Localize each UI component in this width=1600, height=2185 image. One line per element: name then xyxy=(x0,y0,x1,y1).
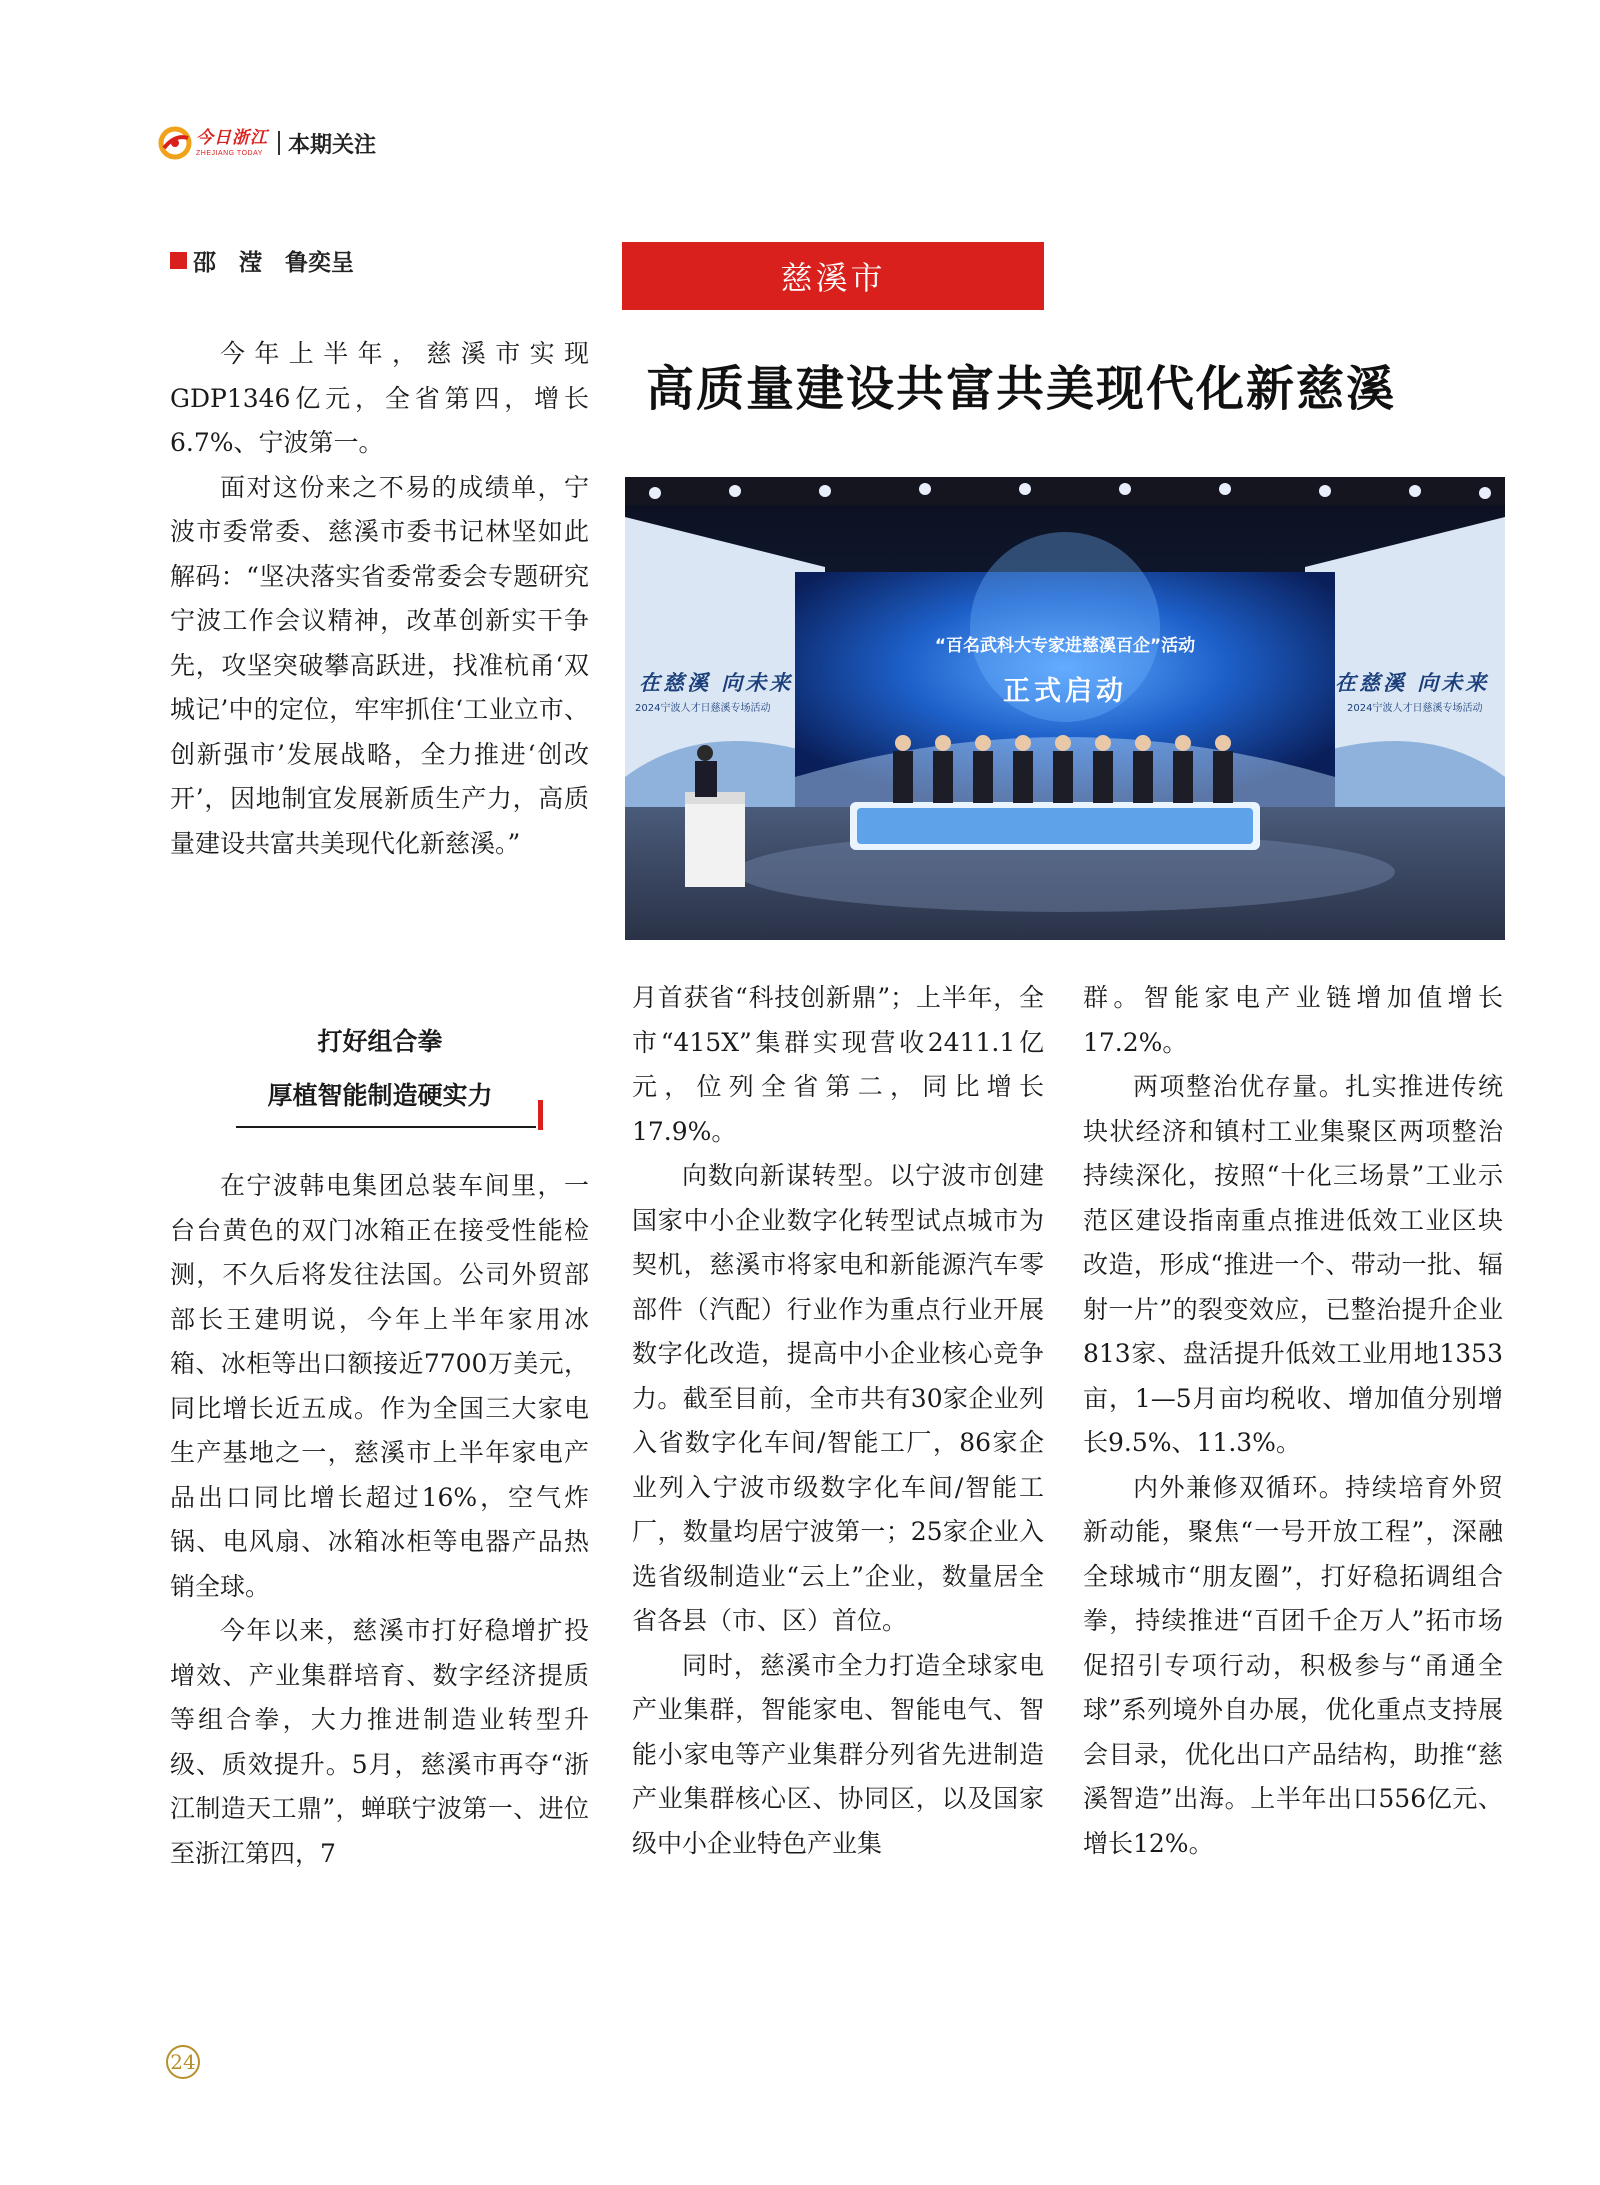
header-divider xyxy=(278,131,280,155)
subhead-underline xyxy=(236,1126,536,1128)
paragraph: 面对这份来之不易的成绩单，宁波市委常委、慈溪市委书记林坚如此解码：“坚决落实省委常委会专题研究宁波工作会议精神，改革创新实干争先，攻坚突破攀高跃进，找准杭甬‘双城记’中的定位，牢牢抓住‘工业立市、创新强市’发展战略，全力推进‘创改开’，因地制宜发展新质生产力，高质量建设共富共美现代化新慈溪。” xyxy=(170,472,589,858)
paragraph: 在宁波韩电集团总装车间里，一台台黄色的双门冰箱正在接受性能检测，不久后将发往法国。公司外贸部部长王建明说，今年上半年家用冰箱、冰柜等出口额接近7700万美元，同比增长近五成。作为全国三大家电生产基地之一，慈溪市上半年家电产品出口同比增长超过16%，空气炸锅、电风扇、冰箱冰柜等电器产品热销全球。 xyxy=(170,1171,589,1601)
left-wall-title: 在慈溪 向未来 xyxy=(639,670,794,695)
column-2 xyxy=(632,976,1044,1866)
paragraph: 两项整治优存量。扎实推进传统块状经济和镇村工业集聚区两项整治持续深化，按照“十化三场景”工业示范区建设指南重点推进低效工业区块改造，形成“推进一个、带动一批、辐射一片”的裂变效应，已整治提升企业813家、盘活提升低效工业用地1353亩，1—5月亩均税收、增加值分别增长9.5%、11.3%。 xyxy=(1083,1072,1503,1457)
paragraph: 群。智能家电产业链增加值增长17.2%。 xyxy=(1083,983,1503,1057)
paragraph: 同时，慈溪市全力打造全球家电产业集群，智能家电、智能电气、智能小家电等产业集群分列省先进制造产业集群核心区、协同区，以及国家级中小企业特色产业集 xyxy=(632,1650,1044,1858)
logo-cn: 今日浙江 xyxy=(196,127,268,148)
column-1-intro xyxy=(170,332,589,866)
paragraph: 月首获省“科技创新鼎”；上半年，全市“415X”集群实现营收2411.1亿元，位列全省第二，同比增长17.9%。 xyxy=(632,983,1044,1146)
logo-en: ZHEJIANG TODAY xyxy=(196,149,263,157)
author-byline xyxy=(170,244,354,277)
section-subhead xyxy=(230,1014,560,1132)
paragraph: 向数向新谋转型。以宁波市创建国家中小企业数字化转型试点城市为契机，慈溪市将家电和新能源汽车零部件（汽配）行业作为重点行业开展数字化改造，提高中小企业核心竞争力。截至目前，全市共有30家企业列入省数字化车间/智能工厂，86家企业列入宁波市级数字化车间/智能工厂，数量均居宁波第一；25家企业入选省级制造业“云上”企业，数量居全省各县（市、区）首位。 xyxy=(632,1161,1044,1635)
screen-subtitle: 正式启动 xyxy=(1003,676,1127,707)
subhead-line-2: 厚植智能制造硬实力 xyxy=(267,1081,493,1110)
paragraph: 今年上半年，慈溪市实现GDP1346亿元，全省第四，增长6.7%、宁波第一。 xyxy=(170,339,589,457)
article-headline: 高质量建设共富共美现代化新慈溪 xyxy=(646,361,1397,417)
subhead-line-1: 打好组合拳 xyxy=(317,1027,443,1056)
magazine-header xyxy=(158,118,376,168)
screen-title: “百名武科大专家进慈溪百企”活动 xyxy=(934,636,1196,656)
magazine-logo xyxy=(158,126,268,160)
red-square-icon xyxy=(170,252,187,269)
author-names: 邵 滢 鲁奕呈 xyxy=(193,250,354,276)
column-1-body xyxy=(170,1164,589,1876)
paragraph: 今年以来，慈溪市打好稳增扩投增效、产业集群培育、数字经济提质等组合拳，大力推进制造业转型升级、质效提升。5月，慈溪市再夺“浙江制造天工鼎”，蝉联宁波第一、进位至浙江第四，7 xyxy=(170,1616,589,1868)
section-label: 本期关注 xyxy=(288,132,377,158)
event-photo xyxy=(625,477,1505,940)
subhead-red-bar xyxy=(538,1100,543,1130)
city-banner: 慈溪市 xyxy=(622,242,1044,310)
column-3 xyxy=(1083,976,1503,1866)
right-wall-subtitle: 2024宁波人才日慈溪专场活动 xyxy=(1347,703,1483,714)
right-wall-title: 在慈溪 向未来 xyxy=(1335,670,1490,695)
logo-icon xyxy=(158,126,192,160)
left-wall-subtitle: 2024宁波人才日慈溪专场活动 xyxy=(635,703,771,714)
page-number: 24 xyxy=(166,2045,200,2079)
paragraph: 内外兼修双循环。持续培育外贸新动能，聚焦“一号开放工程”，深融全球城市“朋友圈”，打好稳拓调组合拳，持续推进“百团千企万人”拓市场促招引专项行动，积极参与“甬通全球”系列境外自办展，优化重点支持展会目录，优化出口产品结构，助推“慈溪智造”出海。上半年出口556亿元、增长12%。 xyxy=(1083,1472,1503,1858)
